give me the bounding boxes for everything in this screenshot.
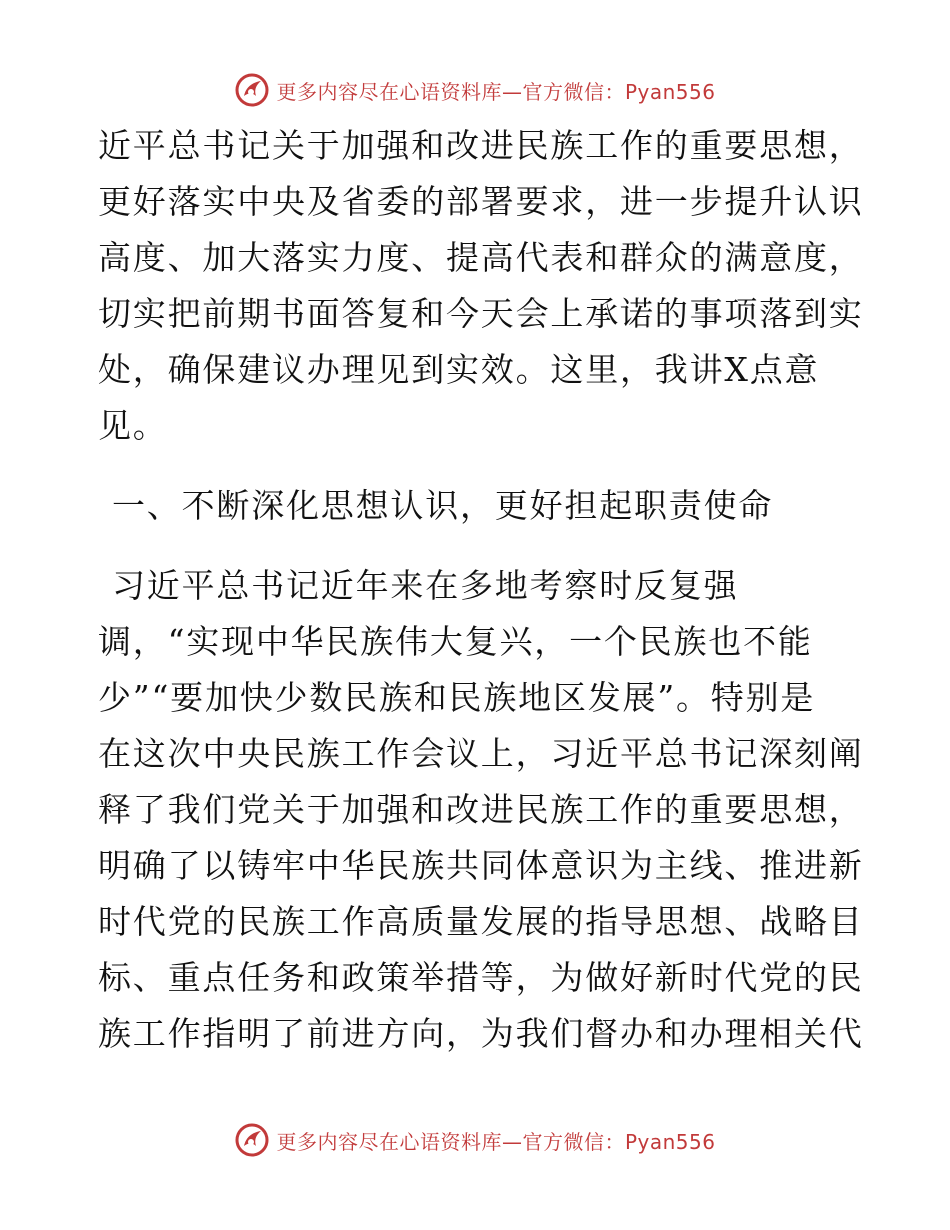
watermark-footer	[0, 1120, 950, 1160]
text-line: 近平总书记关于加强和改进民族工作的重要思想，	[98, 126, 864, 165]
text-line: 释了我们党关于加强和改进民族工作的重要思想，	[98, 790, 864, 829]
text-line: 见。	[98, 406, 168, 445]
document-body	[98, 118, 864, 1062]
text-line: 切实把前期书面答复和今天会上承诺的事项落到实	[98, 294, 864, 333]
text-line: 在这次中央民族工作会议上，习近平总书记深刻阐	[98, 734, 864, 773]
text-line: 高度、加大落实力度、提高代表和群众的满意度，	[98, 238, 864, 277]
text-line: 更好落实中央及省委的部署要求，进一步提升认识	[98, 182, 864, 221]
paragraph-1	[98, 118, 864, 454]
flame-swirl-logo-icon	[234, 72, 270, 108]
text-line: 明确了以铸牢中华民族共同体意识为主线、推进新	[98, 846, 864, 885]
text-line: 习近平总书记近年来在多地考察时反复强	[112, 566, 739, 605]
watermark-header	[0, 70, 950, 110]
paragraph-gap	[98, 534, 858, 558]
text-line: 处，确保建议办理见到实效。这里，我讲X点意	[98, 350, 820, 389]
section-heading: 一、不断深化思想认识，更好担起职责使命	[112, 486, 774, 525]
text-line: 时代党的民族工作高质量发展的指导思想、战略目	[98, 902, 864, 941]
text-line: 少”“要加快少数民族和民族地区发展”。特别是	[98, 678, 816, 717]
paragraph-2	[98, 558, 864, 1062]
paragraph-gap	[98, 454, 858, 478]
flame-swirl-logo-icon	[234, 1122, 270, 1158]
watermark-text: 更多内容尽在心语资料库—官方微信：Pyan556	[276, 1129, 716, 1154]
text-line: 族工作指明了前进方向，为我们督办和办理相关代	[98, 1014, 864, 1053]
text-line: 标、重点任务和政策举措等，为做好新时代党的民	[98, 958, 864, 997]
text-line: 调，“实现中华民族伟大复兴，一个民族也不能	[98, 622, 813, 661]
watermark-text: 更多内容尽在心语资料库—官方微信：Pyan556	[276, 79, 716, 104]
